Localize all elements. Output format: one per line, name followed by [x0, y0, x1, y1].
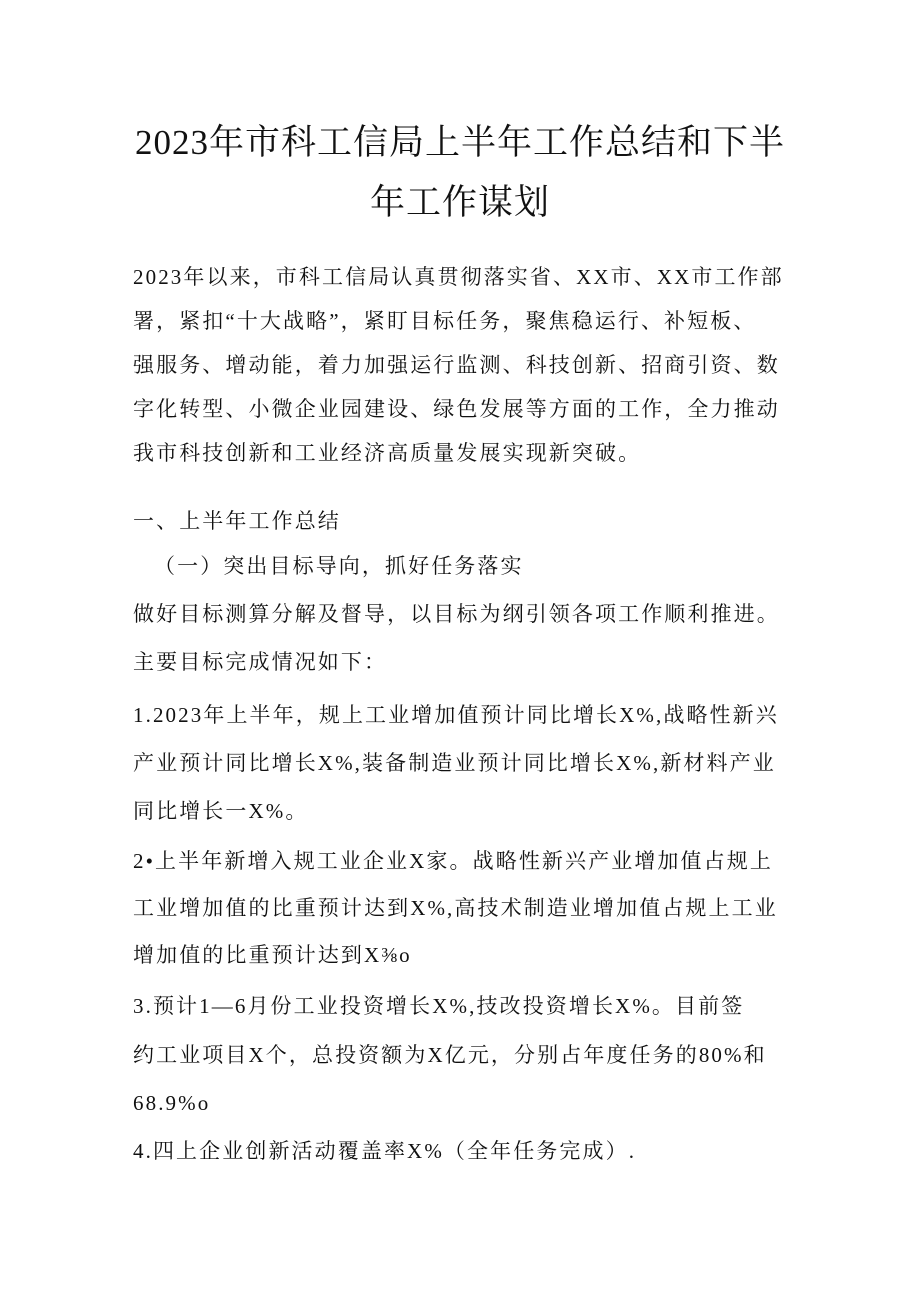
body-text-line-2: 主要目标完成情况如下： — [133, 650, 388, 674]
intro-paragraph-line-5: 我市科技创新和工业经济高质量发展实现新突破。 — [133, 441, 642, 465]
item-2-line-3: 增加值的比重预计达到X⅜o — [133, 943, 412, 967]
item-2-line-2: 工业增加值的比重预计达到X%,高技术制造业增加值占规上工业 — [133, 896, 778, 920]
subsection-heading: （一）突出目标导向，抓好任务落实 — [154, 554, 524, 578]
intro-paragraph-line-2: 署，紧扣“十大战略”，紧盯目标任务，聚焦稳运行、补短板、 — [133, 309, 757, 333]
body-text-line-1: 做好目标测算分解及督导，以目标为纲引领各项工作顺利推进。 — [133, 602, 780, 626]
section-heading: 一、上半年工作总结 — [133, 509, 341, 533]
intro-paragraph-line-3: 强服务、增动能，着力加强运行监测、科技创新、招商引资、数 — [133, 353, 780, 377]
intro-paragraph-line-1: 2023年以来，市科工信局认真贯彻落实省、XX市、XX市工作部 — [133, 265, 784, 289]
item-3-line-2: 约工业项目X个，总投资额为X亿元，分别占年度任务的80%和 — [133, 1043, 767, 1067]
item-4-line-1: 4.四上企业创新活动覆盖率X%（全年任务完成）. — [133, 1139, 637, 1163]
item-1-line-1: 1.2023年上半年，规上工业增加值预计同比增长X%,战略性新兴 — [133, 703, 779, 727]
item-1-line-3: 同比增长一X%。 — [133, 799, 309, 823]
item-1-line-2: 产业预计同比增长X%,装备制造业预计同比增长X%,新材料产业 — [133, 751, 776, 775]
intro-paragraph-line-4: 字化转型、小微企业园建设、绿色发展等方面的工作，全力推动 — [133, 397, 780, 421]
document-title-line-2: 年工作谋划 — [369, 183, 550, 222]
item-2-line-1: 2•上半年新增入规工业企业X家。战略性新兴产业增加值占规上 — [133, 849, 773, 873]
item-3-line-3: 68.9%o — [133, 1091, 211, 1115]
document-title-line-1: 2023年市科工信局上半年工作总结和下半 — [134, 123, 785, 162]
item-3-line-1: 3.预计1—6月份工业投资增长X%,技改投资增长X%。目前签 — [133, 994, 745, 1018]
